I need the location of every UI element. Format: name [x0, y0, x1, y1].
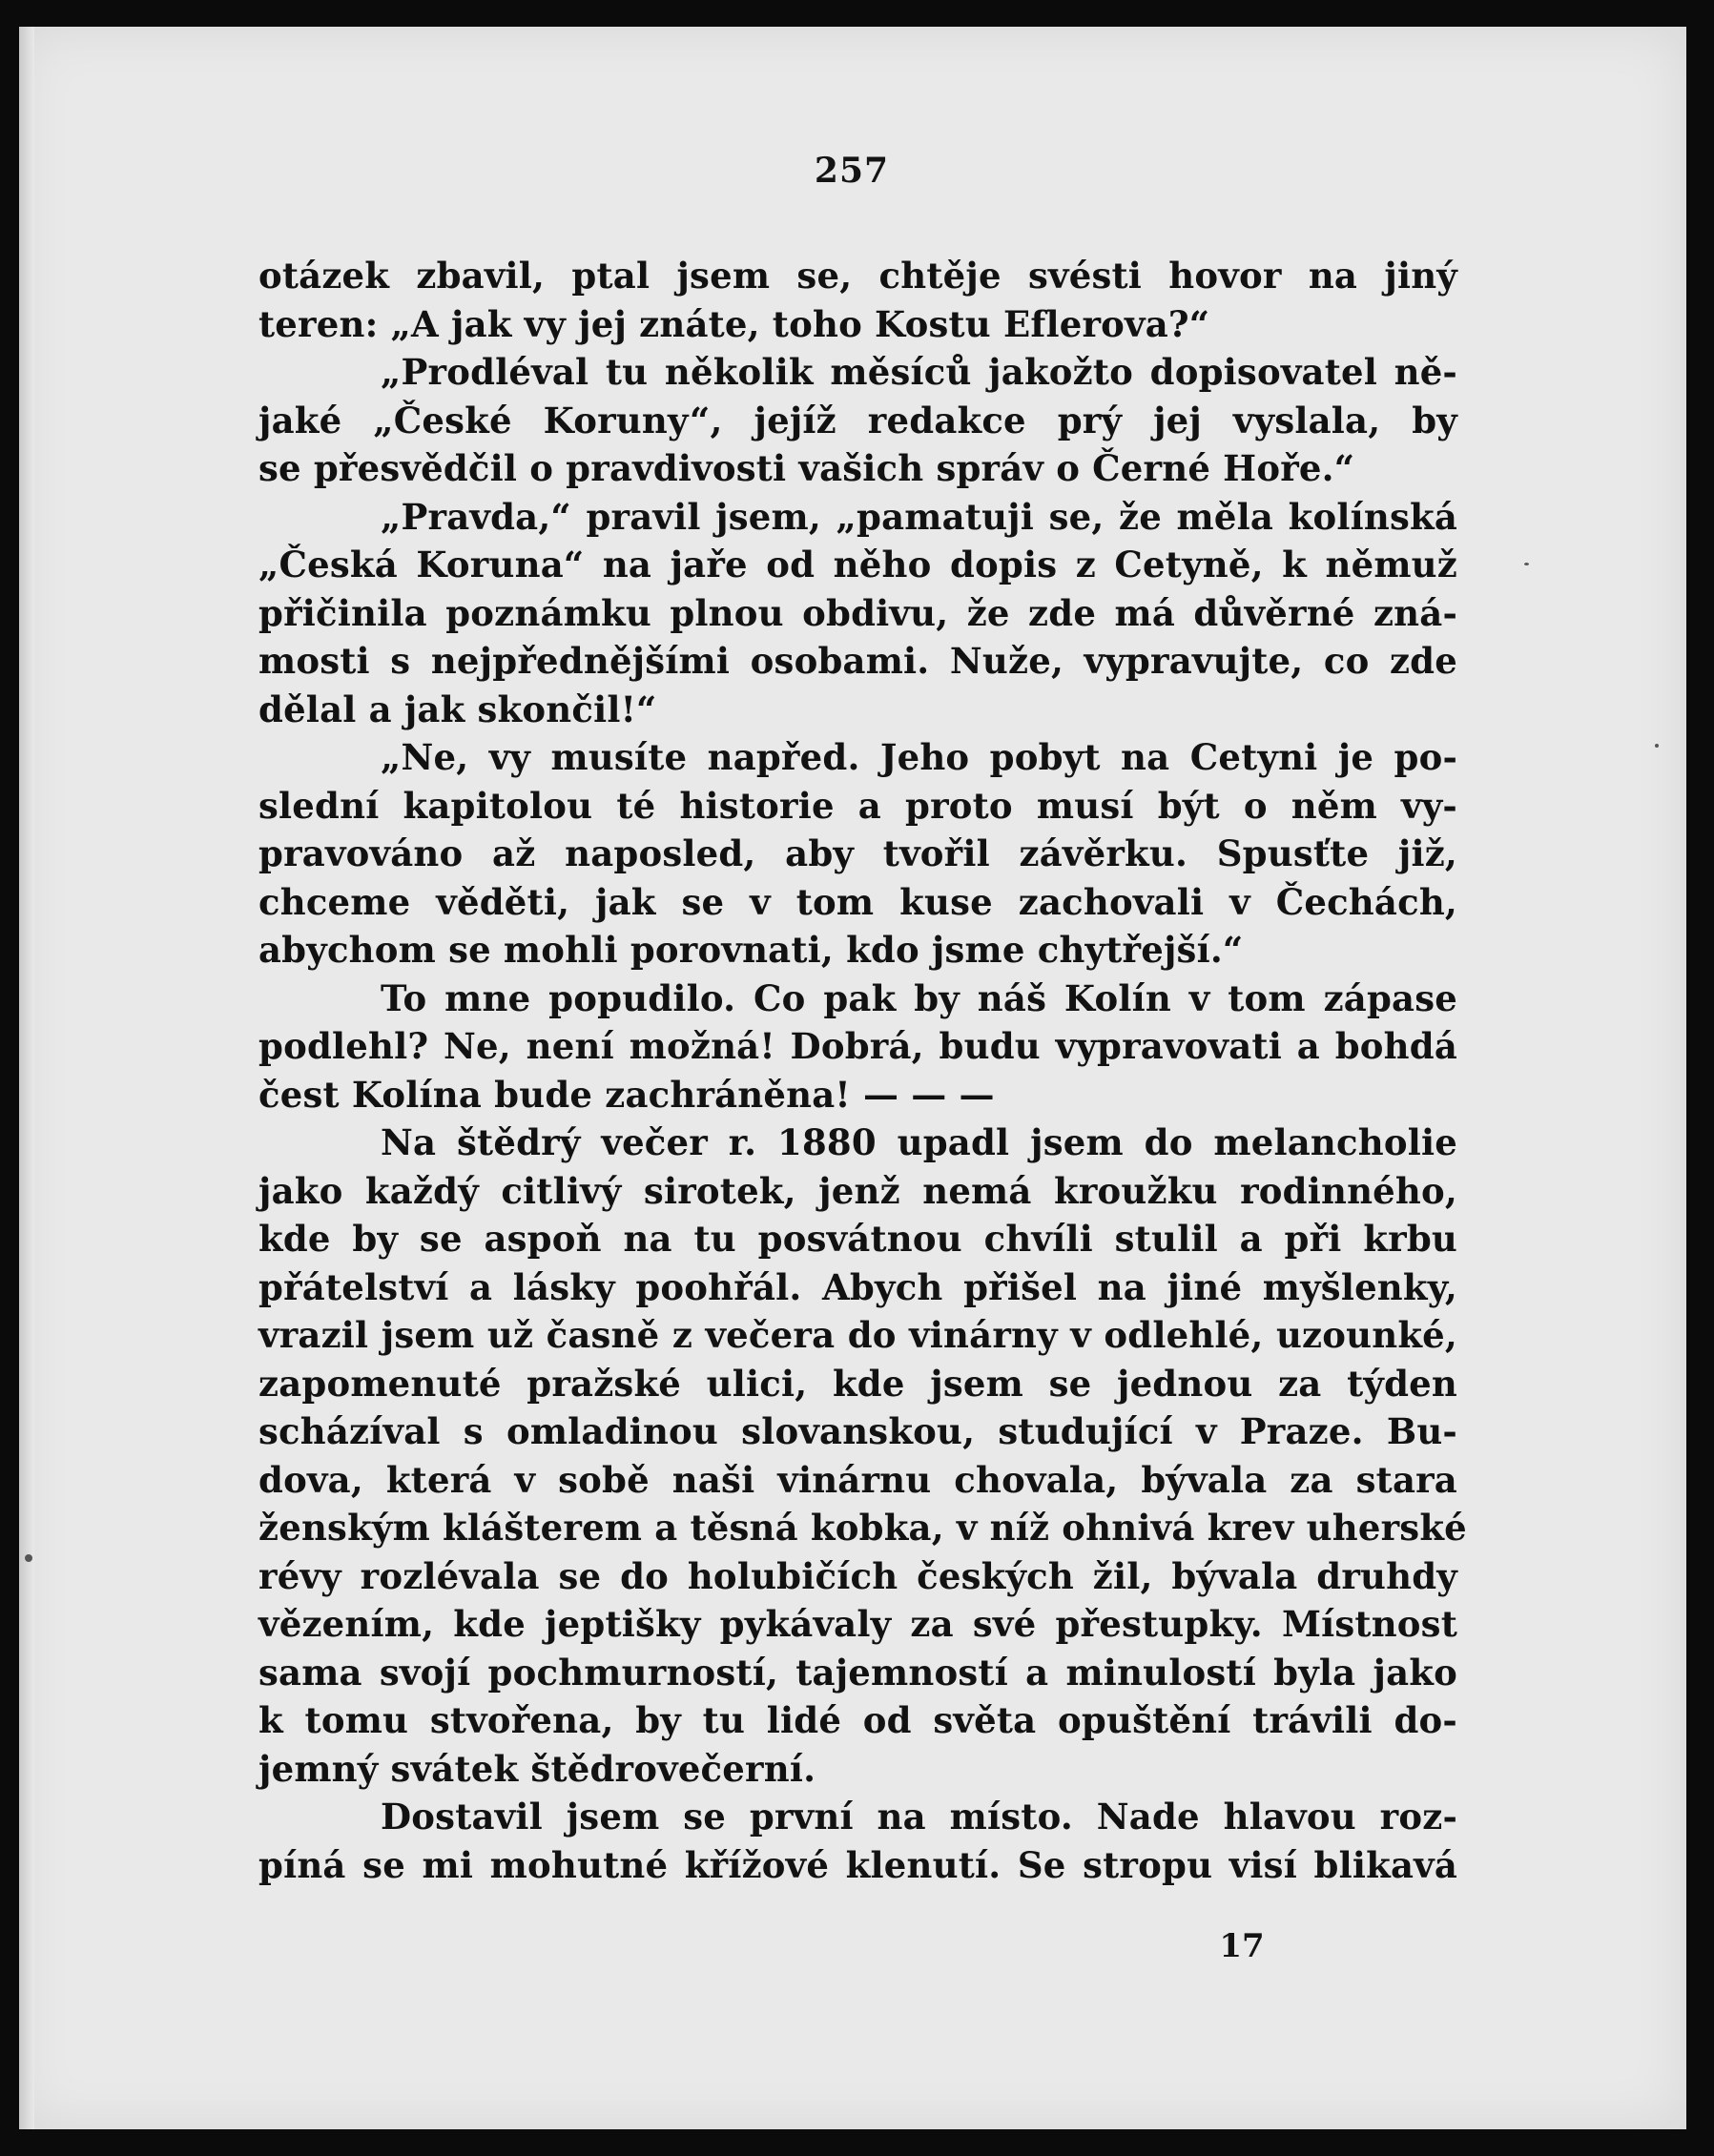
text-line: podlehl? Ne, není možná! Dobrá, budu vypravovati a bohdá — [258, 1025, 1457, 1067]
text-line: kde by se aspoň na tu posvátnou chvíli stulil a při krbu — [258, 1218, 1457, 1260]
page-gutter-shadow — [19, 27, 34, 2129]
text-line: „Pravda,“ pravil jsem, „pamatuji se, že měla kolínská — [381, 495, 1457, 538]
text-line: révy rozlévala se do holubičích českých žil, bývala druhdy — [258, 1554, 1457, 1597]
text-line: píná se mi mohutné křížové klenutí. Se stropu visí blikavá — [258, 1843, 1457, 1886]
text-line: přičinila poznámku plnou obdivu, že zde má důvěrné zná- — [258, 591, 1457, 634]
text-line: vězením, kde jeptišky pykávaly za své přestupky. Místnost — [258, 1603, 1457, 1645]
text-line: se přesvědčil o pravdivosti vašich správ o Černé Hoře.“ — [258, 447, 1355, 489]
text-line: scházíval s omladinou slovanskou, studující v Praze. Bu- — [258, 1410, 1457, 1452]
text-line: přátelství a lásky poohřál. Abych přišel na jiné myšlenky, — [258, 1265, 1457, 1308]
page-number: 257 — [814, 151, 890, 191]
text-line: jaké „České Koruny“, jejíž redakce prý jej vyslala, by — [258, 399, 1457, 441]
text-line: „Ne, vy musíte napřed. Jeho pobyt na Cetyni je po- — [381, 736, 1457, 778]
text-line: slední kapitolou té historie a proto musí být o něm vy- — [258, 784, 1457, 827]
text-line: jemný svátek štědrovečerní. — [258, 1747, 816, 1790]
scan-speck — [1524, 563, 1529, 565]
text-line: dova, která v sobě naši vinárnu chovala, bývala za stara — [258, 1458, 1457, 1501]
scan-speck — [1655, 744, 1659, 748]
text-line: ženským klášterem a těsná kobka, v níž ohnivá krev uherské — [258, 1507, 1467, 1549]
text-line: k tomu stvořena, by tu lidé od světa opuštění trávili do- — [258, 1699, 1457, 1741]
text-line: čest Kolína bude zachráněna! — — — — [258, 1073, 995, 1116]
text-line: Dostavil jsem se první na místo. Nade hlavou roz- — [381, 1796, 1457, 1838]
text-line: To mne popudilo. Co pak by náš Kolín v tom zápase — [381, 976, 1457, 1019]
text-line: chceme věděti, jak se v tom kuse zachovali v Čechách, — [258, 880, 1457, 923]
text-line: abychom se mohli porovnati, kdo jsme chytřejší.“ — [258, 929, 1244, 971]
text-line: sama svojí pochmurností, tajemností a minulostí byla jako — [258, 1651, 1457, 1694]
text-line: zapomenuté pražské ulici, kde jsem se jednou za týden — [258, 1362, 1457, 1405]
text-line: jako každý citlivý sirotek, jenž nemá kroužku rodinného, — [258, 1169, 1457, 1212]
text-line: dělal a jak skončil!“ — [258, 688, 657, 730]
text-line: pravováno až naposled, aby tvořil závěrku. Spusťte již, — [258, 832, 1457, 874]
scan-speck — [25, 1554, 32, 1562]
text-line: vrazil jsem už časně z večera do vinárny v odlehlé, uzounké, — [258, 1314, 1457, 1356]
text-line: „Prodléval tu několik měsíců jakožto dopisovatel ně- — [381, 351, 1457, 393]
text-line: „Česká Koruna“ na jaře od něho dopis z Cetyně, k němuž — [258, 544, 1457, 585]
text-line: mosti s nejpřednějšími osobami. Nuže, vypravujte, co zde — [258, 640, 1457, 682]
text-line: Na štědrý večer r. 1880 upadl jsem do melancholie — [381, 1121, 1457, 1163]
body-text — [258, 252, 1467, 1889]
text-line: otázek zbavil, ptal jsem se, chtěje svésti hovor na jiný — [258, 255, 1457, 297]
text-line: teren: „A jak vy jej znáte, toho Kostu Eflerova?“ — [258, 302, 1210, 345]
signature-mark: 17 — [1219, 1927, 1265, 1965]
